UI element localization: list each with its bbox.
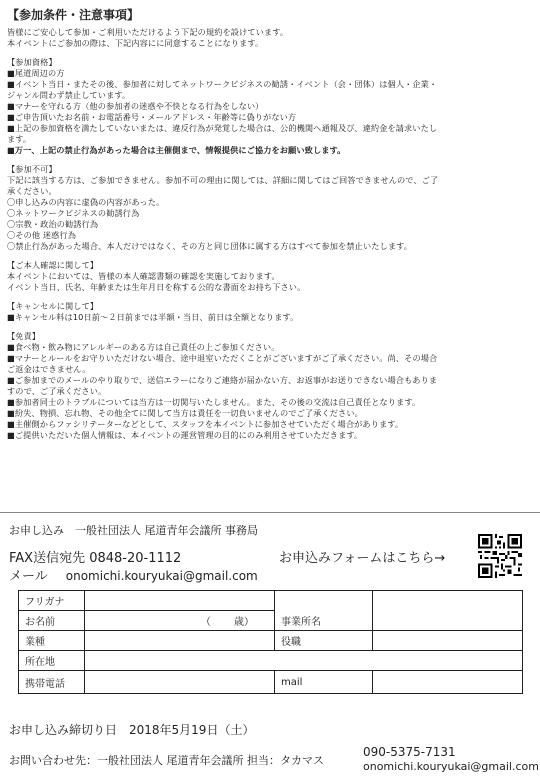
section-line: ご返金はできません。 — [7, 364, 91, 374]
fax-number: FAX送信宛先 0848-20-1112 — [9, 551, 182, 566]
apply-heading: お申し込み 一般社団法人 尾道青年会議所 事務局 — [9, 524, 258, 537]
mobile-field[interactable] — [85, 671, 275, 694]
section-eligibility — [7, 57, 535, 156]
section-line: ■ご参加までのメールのやり取りで、送信エラーになりご連絡が届かない方、お返事がお送りできない場合もありま — [7, 375, 438, 385]
mail-field[interactable] — [373, 671, 523, 694]
section-heading: 【ご本人確認に関して】 — [7, 260, 99, 270]
section-line: ■上記の参加資格を満たしていないまたは、違反行為が発覚した場合は、公的機関へ通報及び、違約金を請求いたし — [7, 123, 438, 133]
industry-field[interactable] — [85, 631, 275, 651]
section-line: ■マナーを守れる方（他の参加者の迷惑や不快となる行為をしない） — [7, 101, 264, 111]
section-line: すので、ご了承ください。 — [7, 386, 107, 396]
section-line: 本イベントにおいては、皆様の本人確認書類の確認を実施しております。 — [7, 271, 280, 281]
terms-area — [7, 6, 535, 441]
section-line: ■食べ物・飲み物にアレルギーのある方は自己責任の上ご参加ください。 — [7, 342, 280, 352]
section-line: イベント当日、氏名、年齢または生年月日を称する公的な書面をお持ち下さい。 — [7, 282, 306, 292]
age-label: （ 歳） — [200, 617, 254, 628]
name-label: お名前 — [19, 611, 85, 631]
section-line: 下記に該当する方は、ご参加できません。参加不可の理由に関しては、詳細に関してはご回答できませんので、ご了 — [7, 175, 439, 185]
section-line: ■主催側からファシリテーターなどとして、スタッフを本イベントに参加させていただく場合があります。 — [7, 419, 404, 429]
section-disclaimer — [7, 331, 535, 441]
mail-address-link[interactable]: onomichi.kouryukai@gmail.com — [65, 569, 258, 583]
section-line: ■イベント当日・またその後、参加者に対してネットワークビジネスの勧誘・イベント（会・団体）は個人・企業・ — [7, 79, 438, 89]
name-field[interactable] — [85, 611, 275, 631]
section-line: ジャンル問わず禁止しています。 — [7, 90, 131, 100]
qr-code-icon[interactable] — [478, 534, 522, 578]
section-line: ■参加者同士のトラブルについては当方は一切関与いたしません。また、その後の交流は自己責任となります。 — [7, 397, 421, 407]
section-heading: 【参加不可】 — [7, 164, 57, 174]
section-heading: 【キャンセルに関して】 — [7, 301, 99, 311]
section-ineligible — [7, 164, 535, 252]
section-identity — [7, 260, 535, 293]
section-heading: 【参加資格】 — [7, 57, 57, 67]
position-label: 役職 — [275, 631, 373, 651]
form-link[interactable]: お申込みフォームはこちら→ — [279, 551, 446, 566]
address-label: 所在地 — [19, 651, 85, 671]
contact-phone[interactable]: 090-5375-7131 — [363, 745, 456, 759]
address-field[interactable] — [85, 651, 523, 671]
furigana-label: フリガナ — [19, 591, 85, 611]
office-field[interactable] — [373, 611, 523, 631]
intro-line: 本イベントにご参加の際は、下記内容にに同意することになります。 — [7, 38, 264, 48]
furigana-field[interactable] — [85, 591, 275, 611]
intro-line: 皆様にご安心して参加・ご利用いただけるよう下記の規約を設けています。 — [7, 27, 289, 37]
section-line: 承ください。 — [7, 186, 57, 196]
mail-label: メール — [9, 569, 48, 584]
mail-label: mail — [275, 671, 373, 694]
section-line: ■尾道周辺の方 — [7, 68, 65, 78]
contact-email[interactable]: onomichi.kouryukai@gmail.com — [363, 760, 539, 773]
mobile-label: 携帯電話 — [19, 671, 85, 694]
page-title: 【参加条件・注意事項】 — [7, 8, 140, 22]
section-line: 〇ネットワークビジネスの勧誘行為 — [7, 208, 140, 218]
section-line: 〇禁止行為があった場合、本人だけではなく、その方と同じ団体に属する方はすべて参加を禁止いたします。 — [7, 241, 413, 251]
blank-cell — [373, 591, 523, 611]
industry-label: 業種 — [19, 631, 85, 651]
section-line: ます。 — [7, 134, 32, 144]
intro — [7, 27, 535, 49]
section-heading: 【免責】 — [7, 331, 41, 341]
office-label: 事業所名 — [275, 611, 373, 631]
section-line: 〇その他 迷惑行為 — [7, 230, 77, 240]
section-line: ■キャンセル料は10日前～２日前までは半額・当日、前日は全額となります。 — [7, 312, 299, 322]
position-field[interactable] — [373, 631, 523, 651]
section-line: ■ご申告頂いたお名前・お電話番号・メールアドレス・年齢等に偽りがない方 — [7, 112, 297, 122]
contact-info: お問い合わせ先：一般社団法人 尾道青年会議所 担当：タカマス — [9, 754, 324, 767]
section-line: ■マナーとルールをお守りいただけない場合、途中退室いただくことがございますがご了承ください。尚、その場合 — [7, 353, 438, 363]
section-line: 〇申し込みの内容に虚偽の内容があった。 — [7, 197, 165, 207]
application-form — [18, 590, 523, 694]
section-bold-line: ■万一、上記の禁止行為があった場合は主催側まで、情報提供にご協力をお願い致します。 — [7, 145, 346, 155]
mail-row — [9, 565, 258, 584]
deadline: お申し込み締切り日 2018年5月19日（土） — [9, 723, 255, 737]
blank-cell — [275, 591, 373, 611]
section-cancel — [7, 301, 535, 323]
application-area — [0, 512, 540, 780]
section-line: ■ご提供いただいた個人情報は、本イベントの運営管理の目的にのみ利用させていただきます。 — [7, 430, 363, 440]
section-line: 〇宗教・政治の勧誘行為 — [7, 219, 99, 229]
section-line: ■紛失、物損、忘れ物、その他全てに関して当方は責任を一切負いませんのでご了承ください。 — [7, 408, 363, 418]
